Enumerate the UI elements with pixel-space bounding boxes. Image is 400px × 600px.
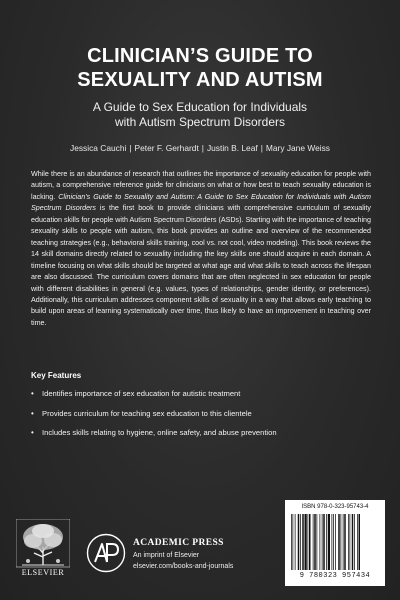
key-feature-text: Provides curriculum for teaching sex education to this clientele [42,408,252,418]
author-separator: | [201,143,204,153]
barcode-bar [293,514,294,570]
barcode-bar [322,514,323,570]
barcode-bar [338,514,340,570]
barcode-bar [354,514,355,570]
author-separator: | [260,143,263,153]
key-features-heading: Key Features [31,371,82,380]
author-name: Peter F. Gerhardt [134,143,199,153]
barcode-bar [302,514,304,570]
imprint-line: An imprint of Elsevier [133,552,200,559]
isbn-label: ISBN 978-0-323-95743-4 [301,504,369,510]
barcode-bar [309,514,311,570]
author-name: Justin B. Leaf [206,143,258,153]
author-separator: | [129,143,132,153]
barcode-bar [295,514,296,570]
barcode-bar [344,514,346,570]
key-feature-text: Identifies importance of sex education for autistic treatment [42,389,241,398]
elsevier-wordmark: ELSEVIER [21,568,65,577]
barcode-bar [313,514,314,570]
barcode-digits: 9 780323 957434 [299,572,371,580]
bullet-icon: • [31,428,34,438]
barcode-bar [332,514,333,570]
academic-press-name: ACADEMIC PRESS [133,538,224,548]
publisher-url: elsevier.com/books-and-journals [133,563,234,570]
book-description [31,169,371,329]
key-feature-text: Includes skills relating to hygiene, online safety, and abuse prevention [42,428,277,438]
barcode-icon [291,514,379,572]
subtitle-line-2: with Autism Spectrum Disorders [114,115,286,129]
author-list [0,143,400,154]
barcode-bar [335,514,336,570]
barcode-bar [328,514,330,570]
barcode-bar [323,514,325,570]
barcode-bar [317,514,318,570]
description-part-1: While there is an abundance of research that outlines the importance of sexuality education for people with autism, a comprehensive reference guide for clinicians on what or how best to teach sexuality education is lacking. [31,170,371,201]
description-part-2: is the first book to provide clinicians with comprehensive curriculum of sexuality education skills for people with Autism Spectrum Disorders (ASDs). Starting with the importance of teaching sexuality skills to people with autism, this book provides an outline and overview of the recommended teaching strategies (e.g., behavioral skills training, cool vs. not cool, video modeling). This book reviews the 14 skill domains directly related to sexuality including the key skills one should acquire in each domain. A timeline focusing on what skills should be targeted at what age and what skills to teach across the lifespan are also discussed. The curriculum covers domains that are often neglected in sex education for people with different disabilities in general (e.g. values, types of relationships, gender identity, or preferences). Additionally, this curriculum addresses component skills of sexuality in a way that allows early teaching to build upon areas of learning systematically over time, thus likely to have an improvement in teaching over time. [31,204,371,327]
bullet-icon: • [31,408,34,418]
key-feature-item [31,389,371,399]
barcode-bar [320,514,321,570]
book-subtitle [0,100,400,130]
book-title [0,44,400,92]
key-feature-item [31,409,371,419]
key-feature-item [31,428,371,438]
subtitle-line-1: A Guide to Sex Education for Individuals [92,100,308,114]
barcode-bar [300,514,301,570]
barcode-bar [291,514,292,570]
barcode-bar [308,514,309,570]
barcode-bar [357,514,358,570]
barcode-bar [341,514,342,570]
barcode-bar [333,514,334,570]
key-features-list [31,389,371,448]
barcode-bar [305,514,307,570]
elsevier-tree-logo-icon [16,519,70,575]
barcode-bar [314,514,316,570]
author-name: Mary Jane Weiss [265,143,330,153]
description-italic-title: Clinician’s Guide to Sexuality and Autism: A Guide to Sex Education for Individuals with Autism Spectrum Disorders [31,192,371,213]
bullet-icon: • [31,389,34,398]
title-line-1: CLINICIAN’S GUIDE TO [87,45,313,67]
barcode-bar [348,514,349,570]
barcode-bar [350,514,351,570]
barcode-box [285,500,385,586]
author-name: Jessica Cauchi [70,143,127,153]
barcode-bar [359,514,361,570]
academic-press-logo-icon [86,533,126,573]
barcode-bar [343,514,344,570]
barcode-bar [298,514,300,570]
barcode-bar [326,514,327,570]
barcode-bar [352,514,354,570]
title-line-2: SEXUALITY AND AUTISM [77,69,323,91]
